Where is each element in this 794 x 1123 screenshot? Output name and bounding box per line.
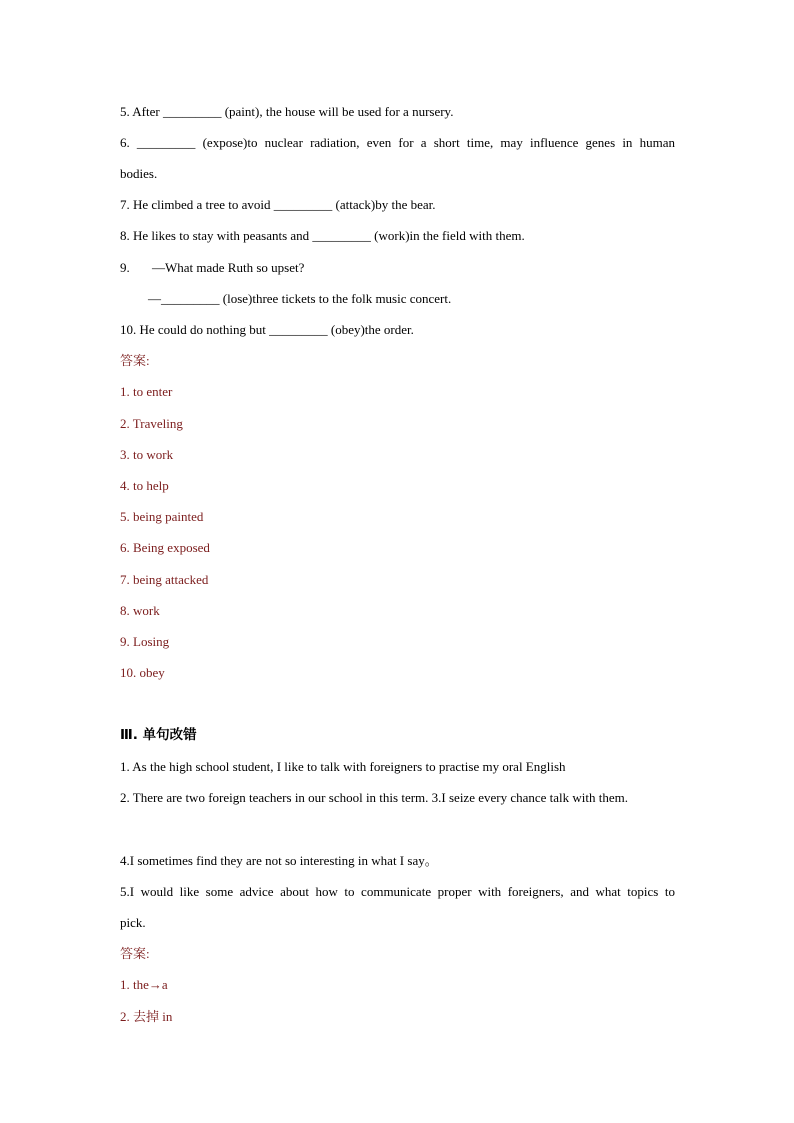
answer-item: 3. to work [120,447,174,462]
answer-item: 4. to help [120,478,169,493]
answer-label: 答案: [120,353,150,368]
answer-item: 1. to enter [120,384,173,399]
answer-item: 5. being painted [120,509,204,524]
answer-item: 7. being attacked [120,572,209,587]
question-9-line-2: —_________ (lose)three tickets to the folk music concert. [148,291,452,306]
answer-item: 2. Traveling [120,416,183,431]
question-9-number: 9. [120,260,130,275]
question-8: 8. He likes to stay with peasants and _________ (work)in the field with them. [120,228,525,243]
answer-item: 1. the→a [120,977,168,992]
question-5: 5. After _________ (paint), the house will be used for a nursery. [120,104,454,119]
answer-item: 10. obey [120,665,165,680]
sentence-5-line-1: 5.I would like some advice about how to communicate proper with foreigners, and what topics to [120,884,675,899]
sentence-1: 1. As the high school student, I like to talk with foreigners to practise my oral English [120,759,566,774]
section-heading: Ⅲ. 单句改错 [120,727,197,743]
answer-label: 答案: [120,946,150,961]
answer-item: 6. Being exposed [120,540,210,555]
sentence-2-3: 2. There are two foreign teachers in our school in this term. 3.I seize every chance talk with them. [120,790,629,805]
sentence-4: 4.I sometimes find they are not so interesting in what I say。 [120,853,438,868]
sentence-5-line-2: pick. [120,915,146,930]
answer-item: 2. 去掉 in [120,1009,173,1024]
question-9-line-1: —What made Ruth so upset? [152,260,305,275]
question-7: 7. He climbed a tree to avoid _________ (attack)by the bear. [120,197,436,212]
answer-item: 8. work [120,603,160,618]
question-6-line-2: bodies. [120,166,158,181]
question-6-line-1: 6. _________ (expose)to nuclear radiation, even for a short time, may influence genes in human [120,135,675,150]
question-10: 10. He could do nothing but _________ (obey)the order. [120,322,414,337]
answer-item: 9. Losing [120,634,170,649]
